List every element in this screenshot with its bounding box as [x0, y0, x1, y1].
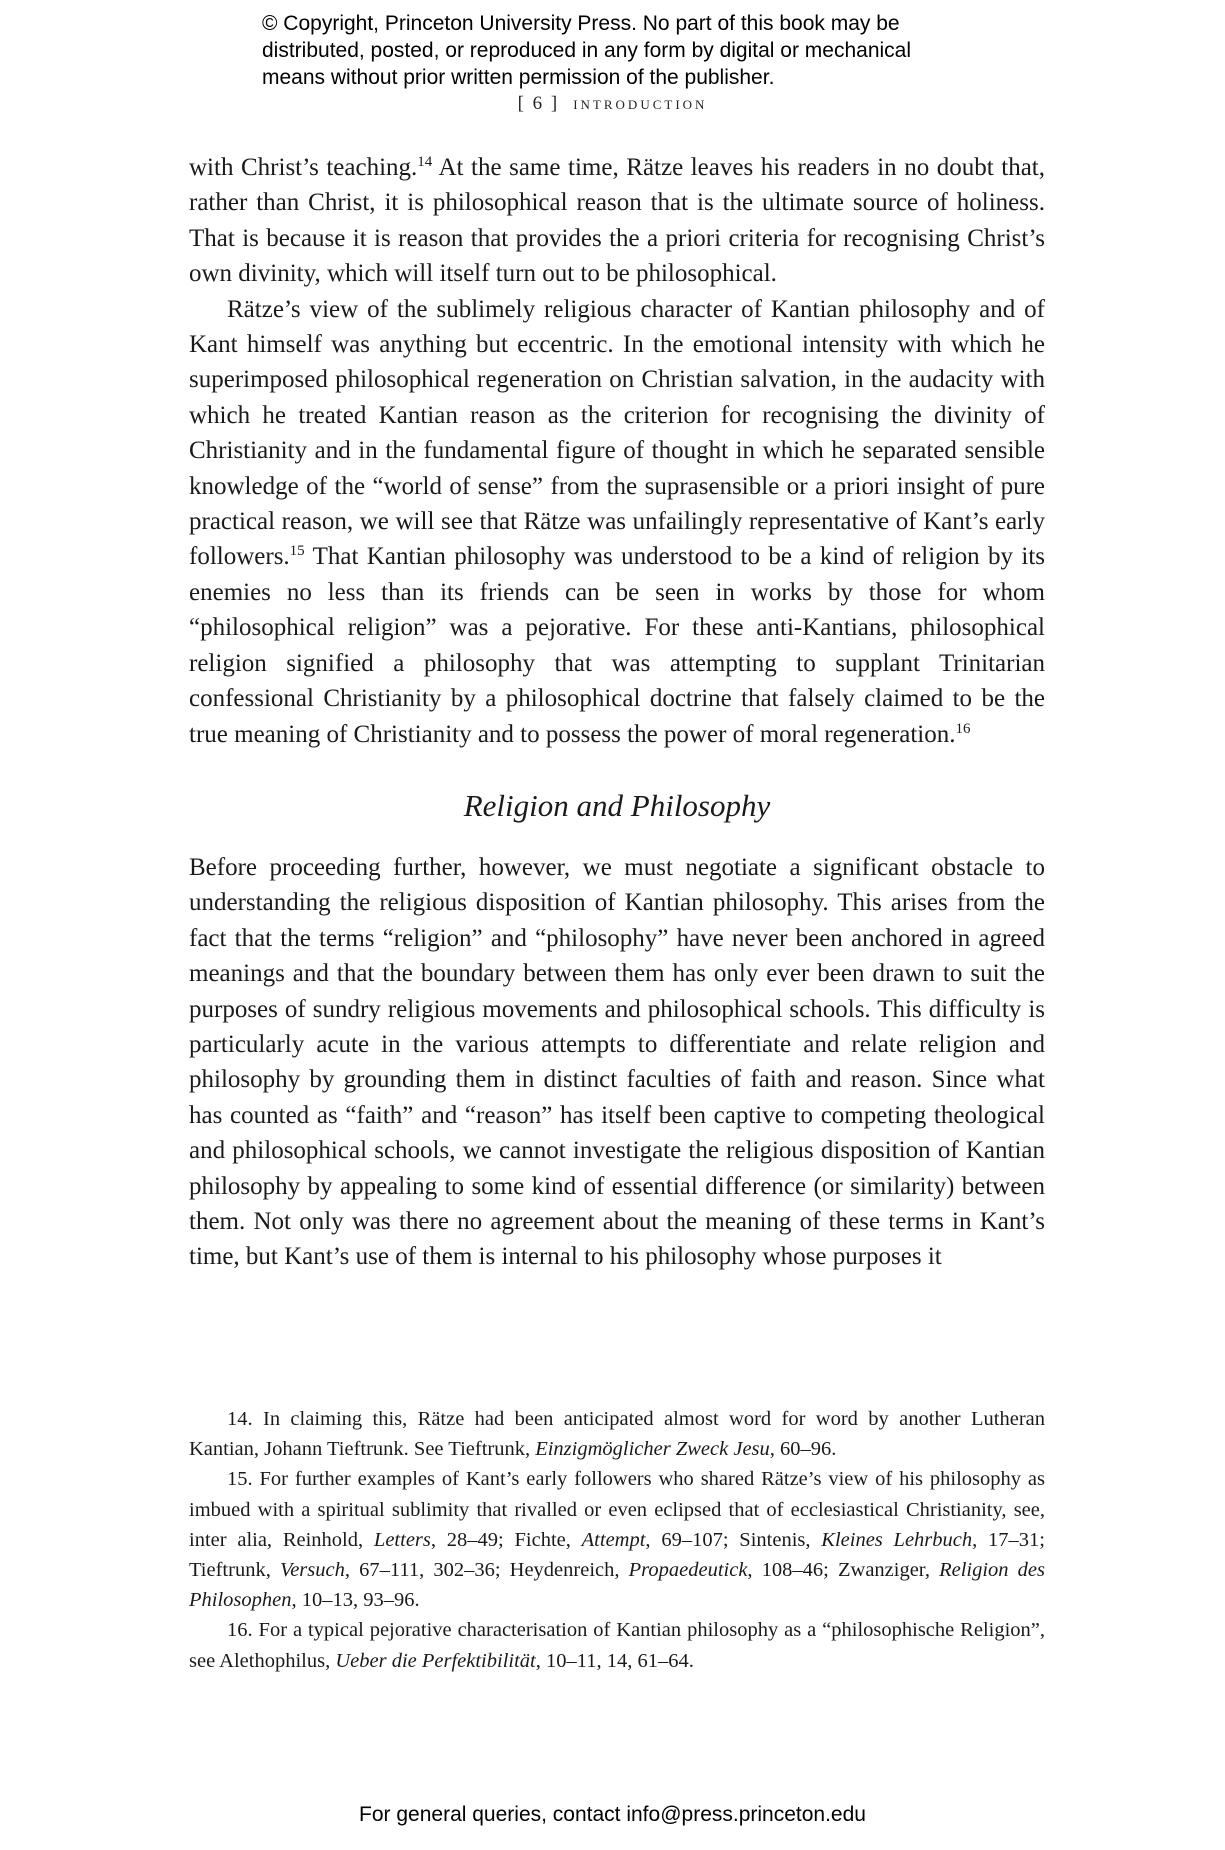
text-run: with Christ’s teaching. [189, 154, 418, 181]
copyright-line: means without prior written permission of the publisher. [262, 66, 775, 89]
footnotes [189, 1404, 1045, 1676]
running-head [0, 93, 1225, 115]
citation-title: Einzigmöglicher Zweck Jesu [535, 1438, 770, 1461]
citation-title: Religion des Philosophen [189, 1559, 1045, 1612]
running-title: introduction [573, 93, 708, 114]
text-run: 14. In claiming this, Rätze had been anticipated almost word for word by another Lutheran Kantian, Johann Tieftrunk. See Tieftrunk, [189, 1408, 1045, 1461]
copyright-line: distributed, posted, or reproduced in any form by digital or mechanical [262, 39, 912, 62]
text-run: , 17–31; Tieftrunk, [189, 1528, 1045, 1582]
text-run: , 10–13, 93–96. [291, 1589, 420, 1612]
text-run: , 69–107; Sintenis, [645, 1528, 822, 1551]
paragraph [189, 292, 1045, 752]
footnote-15 [189, 1464, 1045, 1615]
citation-title: Letters [373, 1528, 431, 1551]
citation-title: Versuch [279, 1559, 345, 1582]
copyright-line: © Copyright, Princeton University Press. No part of this book may be [262, 12, 900, 35]
citation-title: Kleines Lehrbuch [821, 1528, 973, 1551]
footnote-16 [189, 1615, 1045, 1675]
page-number: [ 6 ] [517, 93, 560, 114]
citation-title: Attempt [581, 1528, 646, 1551]
text-run: 15. For further examples of Kant’s early followers who shared Rätze’s view of his philosophy as imbued with a spiritual sublimity that rivalled or even eclipsed that of ecclesiastical Christianity, see, inter alia, Reinhold, [189, 1468, 1045, 1551]
footer-contact: For general queries, contact info@press.princeton.edu [359, 1803, 866, 1826]
text-run: , 108–46; Zwanziger, [747, 1559, 940, 1582]
text-run: At the same time, Rätze leaves his readers in no doubt that, rather than Christ, it is philosophical reason that is the ultimate source of holiness. That is because it is reason that provides the a priori criteria for recognising Christ’s own divinity, which will itself turn out to be philosophical. [189, 154, 1045, 288]
text-run: , 10–11, 14, 61–64. [535, 1649, 694, 1672]
text-run: That Kantian philosophy was understood to be a kind of religion by its enemies no less than its friends can be seen in works by those for whom “philosophical religion” was a pejorative. For these anti-Kantians, philosophical religion signified a philosophy that was attempting to supplant Trinitarian confessional Christianity by a philosophical doctrine that falsely claimed to be the true meaning of Christianity and to possess the power of moral regeneration. [189, 543, 1045, 748]
footnote-ref-16[interactable]: 16 [955, 720, 971, 737]
text-run: , 60–96. [769, 1438, 837, 1461]
paragraph: Before proceeding further, however, we must negotiate a significant obstacle to understanding the religious disposition of Kantian philosophy. This arises from the fact that the terms “religion” and “philosophy” have never been anchored in agreed meanings and that the boundary between them has only ever been drawn to suit the purposes of sundry religious movements and philosophical schools. This difficulty is particularly acute in the various attempts to differentiate and relate religion and philosophy by grounding them in distinct faculties of faith and reason. Since what has counted as “faith” and “reason” has itself been captive to competing theological and philosophical schools, we cannot investigate the religious disposition of Kantian philosophy by appealing to some kind of essential difference (or similarity) between them. Not only was there no agreement about the meaning of these terms in Kant’s time, but Kant’s use of them is internal to his philosophy whose purposes it [189, 853, 1045, 1271]
citation-title: Propaedeutick [628, 1559, 748, 1582]
footnote-ref-14[interactable]: 14 [417, 154, 433, 170]
paragraph [189, 150, 1045, 292]
text-run: Rätze’s view of the sublimely religious character of Kantian philosophy and of Kant himself was anything but eccentric. In the emotional intensity with which he superimposed philosophical regeneration on Christian salvation, in the audacity with which he treated Kantian reason as the criterion for recognising the divinity of Christianity and in the fundamental figure of thought in which he separated sensible knowledge of the “world of sense” from the suprasensible or a priori insight of pure practical reason, we will see that Rätze was unfailingly representative of Kant’s early followers. [189, 295, 1045, 571]
copyright-notice [262, 10, 1022, 91]
text-run: 16. For a typical pejorative characterisation of Kantian philosophy as a “philosophische Religion”, see Alethophilus, [189, 1619, 1045, 1672]
citation-title: Ueber die Perfektibilität [335, 1649, 536, 1672]
text-run: , 67–111, 302–36; Heydenreich, [344, 1559, 629, 1582]
text-run: , 28–49; Fichte, [430, 1528, 582, 1551]
section-heading: Religion and Philosophy [463, 787, 771, 823]
footnote-ref-15[interactable]: 15 [289, 543, 305, 560]
footnote-14 [189, 1404, 1045, 1464]
main-text [189, 150, 1045, 1275]
